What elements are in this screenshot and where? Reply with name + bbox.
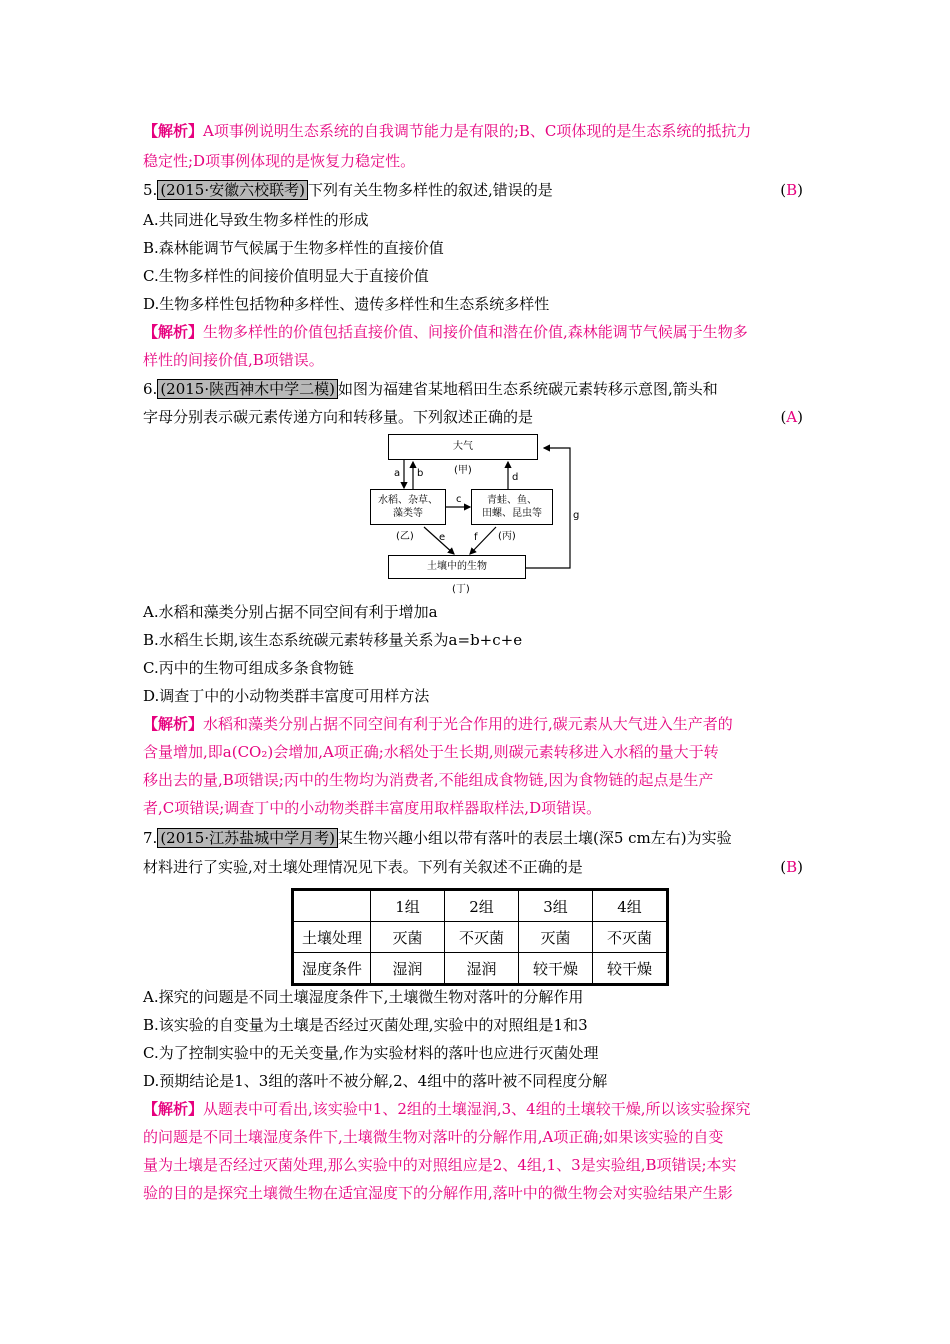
consumers-tag: (丙) [498, 531, 516, 542]
q7-source: (2015·江苏盐城中学月考) [157, 828, 338, 848]
q6-option-a: A.水稻和藻类分别占据不同空间有利于增加a [143, 603, 438, 621]
table-cell: 较干燥 [519, 953, 593, 985]
table-cell: 灭菌 [519, 922, 593, 953]
producers-box: 水稻、杂草、 藻类等 [370, 489, 446, 525]
q5-answer: (B) [780, 181, 803, 199]
q7-answer: (B) [780, 858, 803, 876]
soil-tag: (丁) [452, 584, 470, 595]
label-a: a [394, 468, 401, 479]
consumers-box: 青蛙、鱼、 田螺、昆虫等 [471, 489, 553, 525]
label-b: b [417, 468, 424, 479]
q5-stem: 5. (2015·安徽六校联考) 下列有关生物多样性的叙述,错误的是 [143, 181, 553, 199]
carbon-transfer-diagram [358, 430, 583, 598]
table-cell: 3组 [519, 890, 593, 922]
q6-source: (2015·陕西神木中学二模) [157, 379, 338, 399]
table-cell: 湿润 [371, 953, 445, 985]
q7-option-a: A.探究的问题是不同土壤湿度条件下,土壤微生物对落叶的分解作用 [143, 988, 584, 1006]
q7-option-d: D.预期结论是1、3组的落叶不被分解,2、4组中的落叶被不同程度分解 [143, 1072, 608, 1090]
q7-explanation-line1: 【解析】从题表中可看出,该实验中1、2组的土壤湿润,3、4组的土壤较干燥,所以该实验探究 [143, 1100, 751, 1118]
table-cell: 不灭菌 [593, 922, 668, 953]
q6-explanation-line4: 者,C项错误;调查丁中的小动物类群丰富度用取样器取样法,D项错误。 [143, 799, 602, 817]
q5-option-a: A.共同进化导致生物多样性的形成 [143, 211, 369, 229]
q4-explanation-line2: 稳定性;D项事例体现的是恢复力稳定性。 [143, 152, 416, 170]
soil-treatment-table [291, 888, 669, 986]
q6-explanation-line2: 含量增加,即a(CO₂)会增加,A项正确;水稻处于生长期,则碳元素转移进入水稻的量大于转 [143, 743, 719, 761]
table-cell: 4组 [593, 890, 668, 922]
atmosphere-tag: (甲) [454, 465, 472, 476]
label-d: d [512, 472, 519, 483]
q6-stem-line1: 6. (2015·陕西神木中学二模) 如图为福建省某地稻田生态系统碳元素转移示意图,箭头和 [143, 380, 718, 398]
table-cell: 湿度条件 [293, 953, 371, 985]
atmosphere-box: 大气 [388, 434, 538, 460]
q5-source: (2015·安徽六校联考) [157, 180, 308, 200]
label-e: e [439, 532, 446, 543]
q5-explanation-line2: 样性的间接价值,B项错误。 [143, 351, 324, 369]
q6-option-c: C.丙中的生物可组成多条食物链 [143, 659, 354, 677]
table-cell: 较干燥 [593, 953, 668, 985]
producers-tag: (乙) [396, 531, 414, 542]
label-g: g [573, 510, 580, 521]
q5-option-b: B.森林能调节气候属于生物多样性的直接价值 [143, 239, 444, 257]
table-cell: 不灭菌 [445, 922, 519, 953]
table-cell: 土壤处理 [293, 922, 371, 953]
q6-answer: (A) [780, 408, 803, 426]
soil-box: 土壤中的生物 [388, 555, 526, 579]
explain-tag: 【解析】 [143, 122, 204, 140]
q6-stem-line2: 字母分别表示碳元素传递方向和转移量。下列叙述正确的是 [143, 408, 534, 426]
q5-option-c: C.生物多样性的间接价值明显大于直接价值 [143, 267, 429, 285]
table-row [293, 922, 668, 953]
table-header-row [293, 890, 668, 922]
table-cell: 2组 [445, 890, 519, 922]
q7-stem-line2: 材料进行了实验,对土壤处理情况见下表。下列有关叙述不正确的是 [143, 858, 583, 876]
label-c: c [456, 494, 462, 505]
q6-option-b: B.水稻生长期,该生态系统碳元素转移量关系为a=b+c+e [143, 631, 523, 649]
table-cell: 灭菌 [371, 922, 445, 953]
q6-option-d: D.调查丁中的小动物类群丰富度可用样方法 [143, 687, 430, 705]
table-cell: 1组 [371, 890, 445, 922]
q7-explanation-line3: 量为土壤是否经过灭菌处理,那么实验中的对照组应是2、4组,1、3是实验组,B项错误;本实 [143, 1156, 737, 1174]
q4-explanation-line1: 【解析】A项事例说明生态系统的自我调节能力是有限的;B、C项体现的是生态系统的抵抗力 [143, 122, 752, 140]
q6-explanation-line3: 移出去的量,B项错误;丙中的生物均为消费者,不能组成食物链,因为食物链的起点是生产 [143, 771, 714, 789]
table-cell [293, 890, 371, 922]
q7-stem-line1: 7. (2015·江苏盐城中学月考) 某生物兴趣小组以带有落叶的表层土壤(深5 cm左右)为实验 [143, 829, 732, 847]
table-cell: 湿润 [445, 953, 519, 985]
q7-option-b: B.该实验的自变量为土壤是否经过灭菌处理,实验中的对照组是1和3 [143, 1016, 588, 1034]
q5-option-d: D.生物多样性包括物种多样性、遗传多样性和生态系统多样性 [143, 295, 550, 313]
q5-explanation-line1: 【解析】生物多样性的价值包括直接价值、间接价值和潜在价值,森林能调节气候属于生物多 [143, 323, 748, 341]
q7-explanation-line2: 的问题是不同土壤湿度条件下,土壤微生物对落叶的分解作用,A项正确;如果该实验的自变 [143, 1128, 724, 1146]
q6-explanation-line1: 【解析】水稻和藻类分别占据不同空间有利于光合作用的进行,碳元素从大气进入生产者的 [143, 715, 733, 733]
q7-option-c: C.为了控制实验中的无关变量,作为实验材料的落叶也应进行灭菌处理 [143, 1044, 599, 1062]
label-f: f [474, 532, 478, 543]
table-row [293, 953, 668, 985]
q7-explanation-line4: 验的目的是探究土壤微生物在适宜湿度下的分解作用,落叶中的微生物会对实验结果产生影 [143, 1184, 733, 1202]
